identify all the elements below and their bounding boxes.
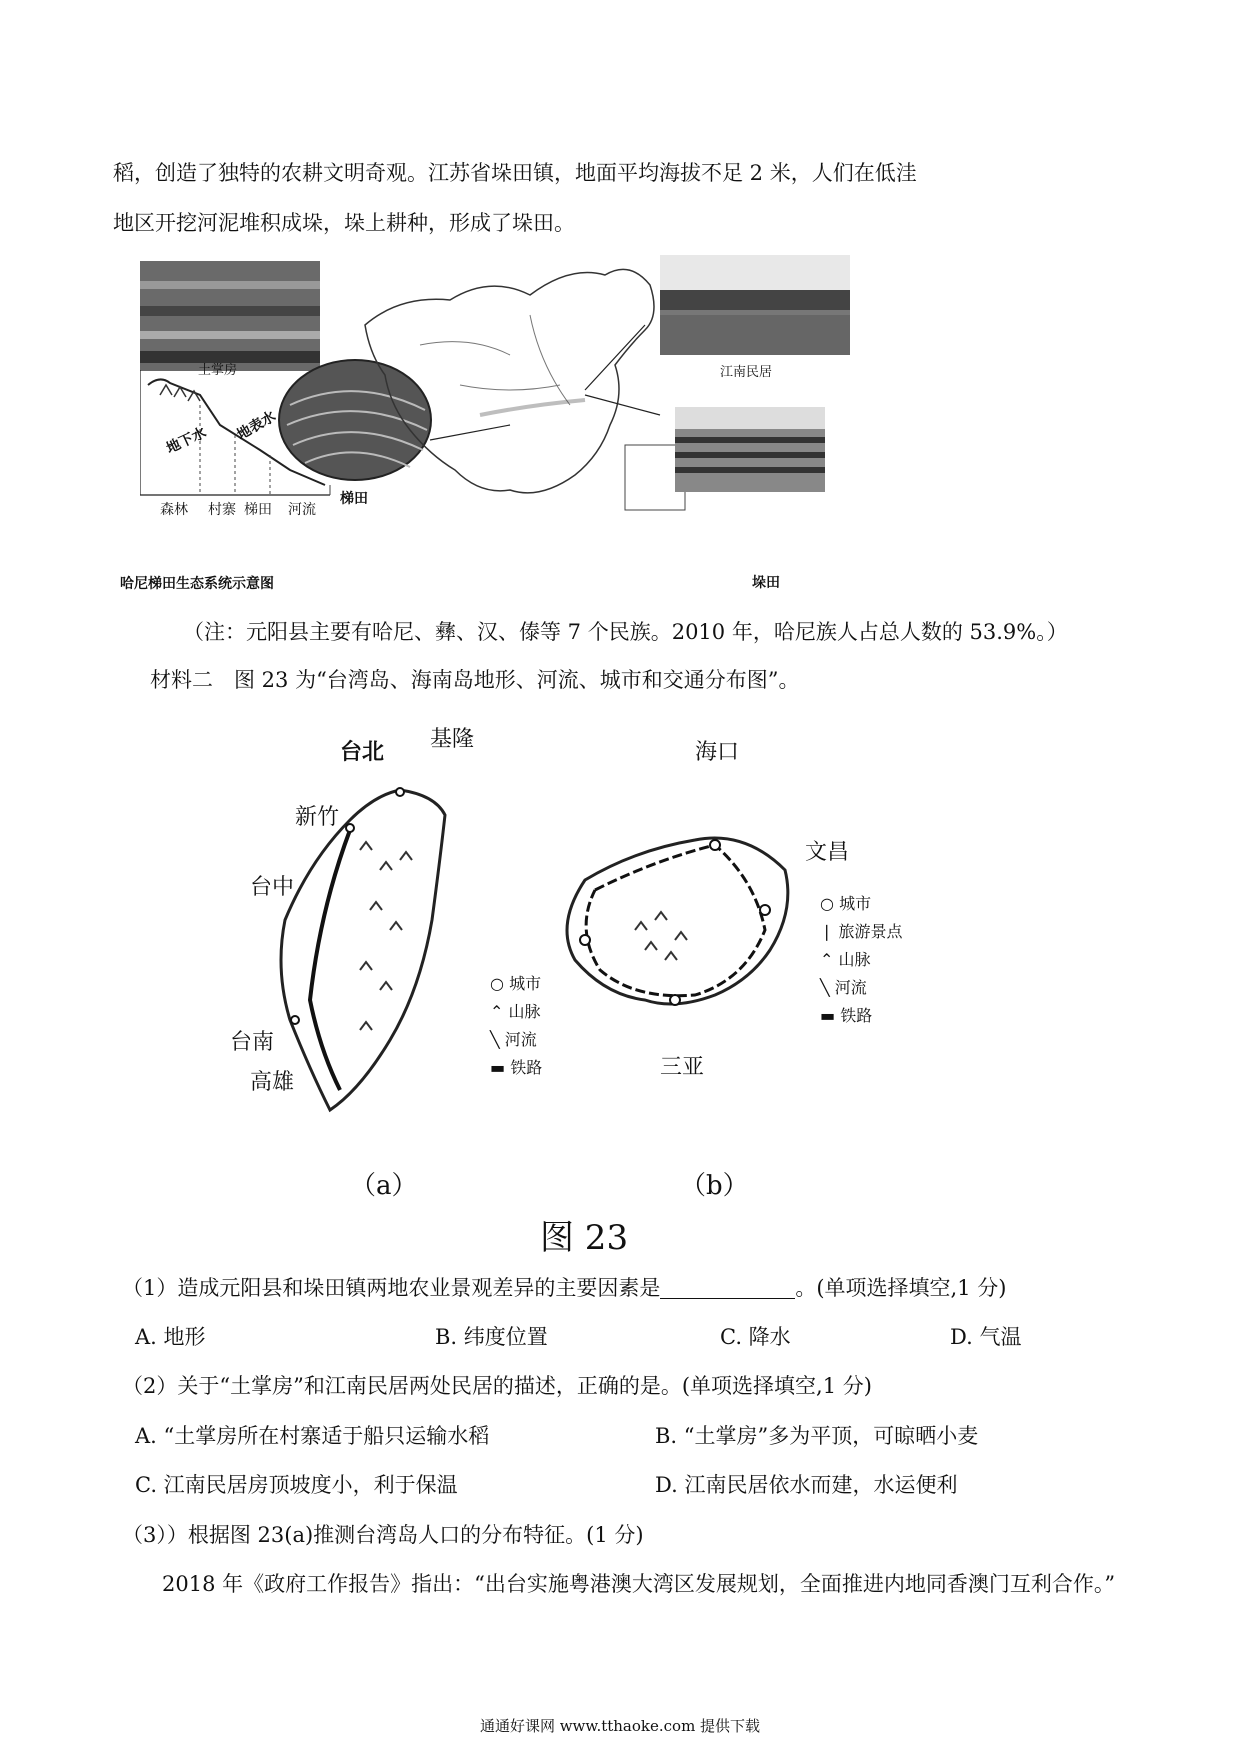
city-keelung: 基隆	[430, 727, 475, 752]
city-sanya: 三亚	[660, 1055, 705, 1080]
legend-a-city-icon: ○	[490, 974, 504, 993]
report-quote: 2018 年《政府工作报告》指出：“出台实施粤港澳大湾区发展规划，全面推进内地同香澳门互利合作。”	[162, 1572, 1116, 1596]
legend-a-railway: 铁路	[510, 1058, 543, 1077]
legend-b-mountain: 山脉	[838, 950, 871, 969]
legend-a-mountain: 山脉	[508, 1002, 541, 1021]
q1-option-b[interactable]: B. 纬度位置	[435, 1325, 548, 1349]
question-1-text: （1）造成元阳县和垛田镇两地农业景观差异的主要因素是	[122, 1276, 661, 1300]
profile-tag-river: 河流	[288, 502, 316, 518]
legend-b-scenic-icon: ❘	[820, 922, 834, 941]
q2-option-d[interactable]: D. 江南民居依水而建，水运便利	[655, 1473, 958, 1497]
q2-option-c[interactable]: C. 江南民居房顶坡度小，利于保温	[135, 1473, 458, 1497]
figure-23	[220, 727, 920, 1260]
legend-b-city-icon: ○	[820, 894, 834, 913]
figure-hani-terrace	[120, 255, 960, 595]
q1-option-d[interactable]: D. 气温	[950, 1325, 1022, 1349]
legend-a-river-icon: ╲	[490, 1030, 500, 1049]
city-tainan: 台南	[230, 1030, 275, 1055]
profile-tag-village: 村寨	[208, 502, 236, 518]
legend-a	[490, 970, 542, 1082]
note-yuanyang: （注：元阳县主要有哈尼、彝、汉、傣等 7 个民族。2010 年，哈尼族人占总人数的 53.9%。）	[183, 620, 1068, 644]
q1-option-a[interactable]: A. 地形	[135, 1325, 206, 1349]
subfigure-a-label: （a）	[350, 1171, 418, 1201]
q2-option-b[interactable]: B. “土掌房”多为平顶，可晾晒小麦	[655, 1424, 979, 1448]
profile-tag-forest: 森林	[160, 502, 188, 518]
label-titian: 梯田	[340, 491, 368, 507]
legend-a-railway-icon: ▬	[490, 1058, 506, 1077]
paragraph-line-1: 稻，创造了独特的农耕文明奇观。江苏省垛田镇，地面平均海拔不足 2 米，人们在低洼	[113, 161, 917, 185]
question-3: （3））根据图 23(a)推测台湾岛人口的分布特征。(1 分)	[122, 1523, 644, 1547]
legend-b	[820, 890, 903, 1030]
label-dixiashui: 地下水	[164, 424, 209, 458]
label-duotian: 垛田	[752, 575, 780, 591]
city-taichung: 台中	[250, 875, 295, 900]
legend-b-city: 城市	[839, 894, 872, 913]
legend-b-river-icon: ╲	[820, 978, 830, 997]
material-2-intro: 材料二 图 23 为“台湾岛、海南岛地形、河流、城市和交通分布图”。	[150, 668, 800, 692]
city-wenchang: 文昌	[805, 840, 850, 865]
duotian-photo	[675, 407, 825, 492]
legend-b-railway: 铁路	[840, 1006, 873, 1025]
china-map	[360, 255, 700, 520]
legend-a-mountain-icon: ⌃	[490, 1002, 504, 1021]
city-kaohsiung: 高雄	[250, 1070, 295, 1095]
footer-download-note: 通通好课网 www.tthaoke.com 提供下载	[479, 1717, 761, 1735]
legend-a-city: 城市	[509, 974, 542, 993]
city-hsinchu: 新竹	[295, 805, 340, 830]
legend-b-river: 河流	[834, 978, 867, 997]
jiangnan-photo	[660, 255, 850, 355]
city-haikou: 海口	[695, 740, 740, 765]
legend-a-river: 河流	[504, 1030, 537, 1049]
question-2: （2）关于“土掌房”和江南民居两处民居的描述，正确的是。(单项选择填空,1 分)	[122, 1374, 872, 1398]
figure-23-title: 图 23	[540, 1218, 629, 1258]
label-dibiaoshui: 地表水	[234, 408, 279, 444]
legend-b-scenic: 旅游景点	[838, 922, 903, 941]
q2-option-a[interactable]: A. “土掌房所在村寨适于船只运输水稻	[135, 1424, 490, 1448]
label-jiangnan: 江南民居	[720, 365, 773, 380]
caption-hani-ecosystem: 哈尼梯田生态系统示意图	[120, 576, 274, 592]
question-1	[122, 1278, 1006, 1299]
label-tuzhangfang: 土掌房	[198, 363, 238, 378]
legend-b-railway-icon: ▬	[820, 1006, 836, 1025]
legend-b-mountain-icon: ⌃	[820, 950, 834, 969]
city-taipei: 台北	[340, 739, 385, 765]
hainan-map	[545, 800, 805, 1060]
q1-option-c[interactable]: C. 降水	[720, 1325, 791, 1349]
subfigure-b-label: （b）	[680, 1171, 749, 1201]
paragraph-line-2: 地区开挖河泥堆积成垛，垛上耕种，形成了垛田。	[113, 211, 575, 235]
question-1-suffix: 。(单项选择填空,1 分)	[795, 1276, 1007, 1300]
profile-tag-terrace: 梯田	[244, 502, 272, 518]
question-1-blank[interactable]	[660, 1280, 795, 1299]
